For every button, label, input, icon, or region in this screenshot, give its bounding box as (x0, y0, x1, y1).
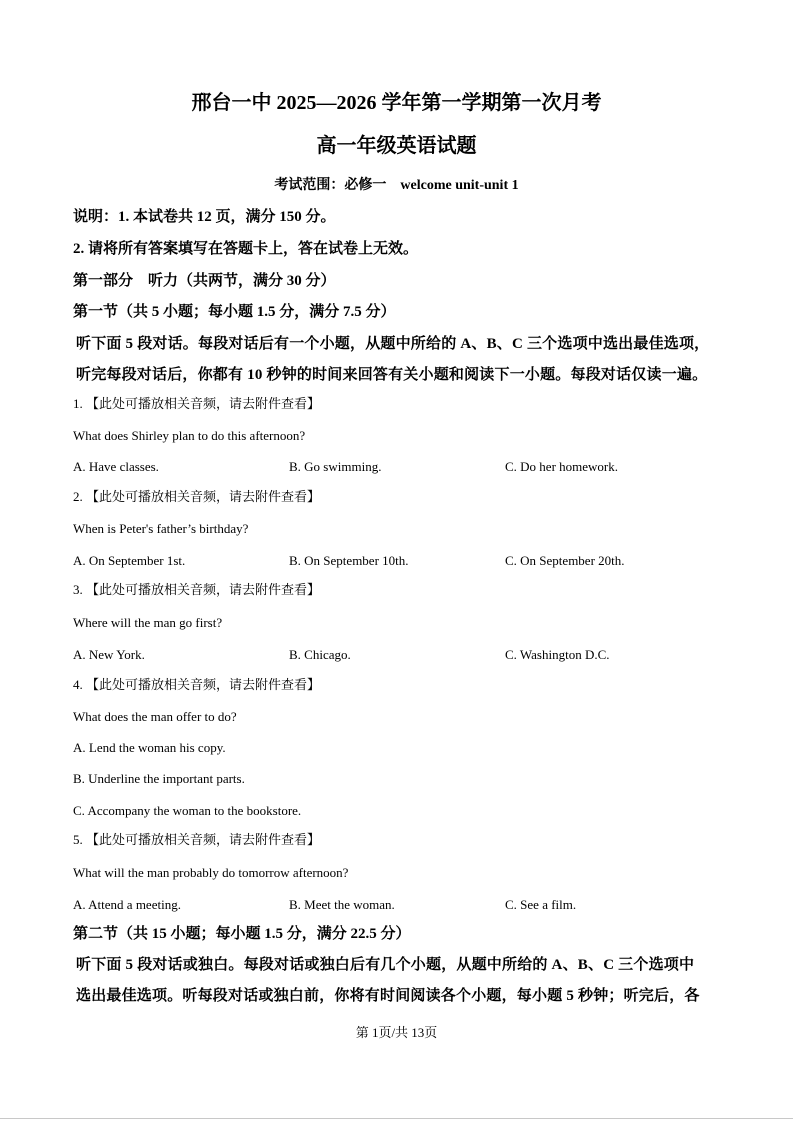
question-1-audio-placeholder: 1. 【此处可播放相关音频，请去附件查看】 (73, 396, 321, 411)
question-1-option-c: C. Do her homework. (505, 459, 619, 474)
question-1-option-b: B. Go swimming. (289, 459, 382, 474)
section2-directions-line-2: 选出最佳选项。听每段对话或独白前，你将有时间阅读各个小题，每小题 5 秒钟；听完后，各 (76, 988, 700, 1004)
section2-heading: 第二节（共 15 小题；每小题 1.5 分，满分 22.5 分） (73, 926, 411, 942)
question-3-text: Where will the man go first? (73, 615, 223, 630)
question-5-audio-placeholder: 5. 【此处可播放相关音频，请去附件查看】 (73, 832, 321, 847)
question-3-option-b: B. Chicago. (289, 647, 351, 662)
question-2-option-b: B. On September 10th. (289, 553, 409, 568)
question-2-text: When is Peter's father’s birthday? (73, 521, 249, 536)
question-2-option-a: A. On September 1st. (73, 553, 186, 568)
page-number: 第 1页/共 13页 (355, 1025, 438, 1040)
question-5-option-a: A. Attend a meeting. (73, 897, 181, 912)
section1-directions-line-2: 听完每段对话后，你都有 10 秒钟的时间来回答有关小题和阅读下一小题。每段对话仅读一遍。 (76, 367, 708, 383)
instruction-1: 说明：1. 本试卷共 12 页，满分 150 分。 (73, 209, 336, 225)
part1-heading: 第一部分 听力（共两节，满分 30 分） (73, 273, 336, 289)
instruction-2: 2. 请将所有答案填写在答题卡上，答在试卷上无效。 (73, 241, 419, 257)
question-3-option-c: C. Washington D.C. (505, 647, 610, 662)
exam-title: 邢台一中 2025—2026 学年第一学期第一次月考 (191, 92, 602, 114)
question-5-option-b: B. Meet the woman. (289, 897, 395, 912)
exam-subtitle: 高一年级英语试题 (316, 135, 477, 157)
question-1-text: What does Shirley plan to do this afternoon? (73, 428, 306, 443)
section2-directions-line-1: 听下面 5 段对话或独白。每段对话或独白后有几个小题，从题中所给的 A、B、C 三个选项中 (76, 957, 695, 973)
question-3-audio-placeholder: 3. 【此处可播放相关音频，请去附件查看】 (73, 582, 321, 597)
question-1-option-a: A. Have classes. (73, 459, 159, 474)
exam-scope: 考试范围：必修一 welcome unit-unit 1 (274, 178, 519, 193)
section1-heading: 第一节（共 5 小题；每小题 1.5 分，满分 7.5 分） (73, 304, 396, 320)
question-4-option-c: C. Accompany the woman to the bookstore. (73, 803, 302, 818)
question-4-audio-placeholder: 4. 【此处可播放相关音频，请去附件查看】 (73, 677, 321, 692)
question-2-audio-placeholder: 2. 【此处可播放相关音频，请去附件查看】 (73, 489, 321, 504)
question-2-option-c: C. On September 20th. (505, 553, 625, 568)
question-3-option-a: A. New York. (73, 647, 145, 662)
page-edge-divider (0, 1118, 793, 1119)
question-5-option-c: C. See a film. (505, 897, 577, 912)
section1-directions-line-1: 听下面 5 段对话。每段对话后有一个小题，从题中所给的 A、B、C 三个选项中选出最佳选项， (76, 336, 710, 352)
question-4-option-a: A. Lend the woman his copy. (73, 740, 226, 755)
question-4-option-b: B. Underline the important parts. (73, 771, 245, 786)
question-4-text: What does the man offer to do? (73, 709, 237, 724)
question-5-text: What will the man probably do tomorrow afternoon? (73, 865, 349, 880)
